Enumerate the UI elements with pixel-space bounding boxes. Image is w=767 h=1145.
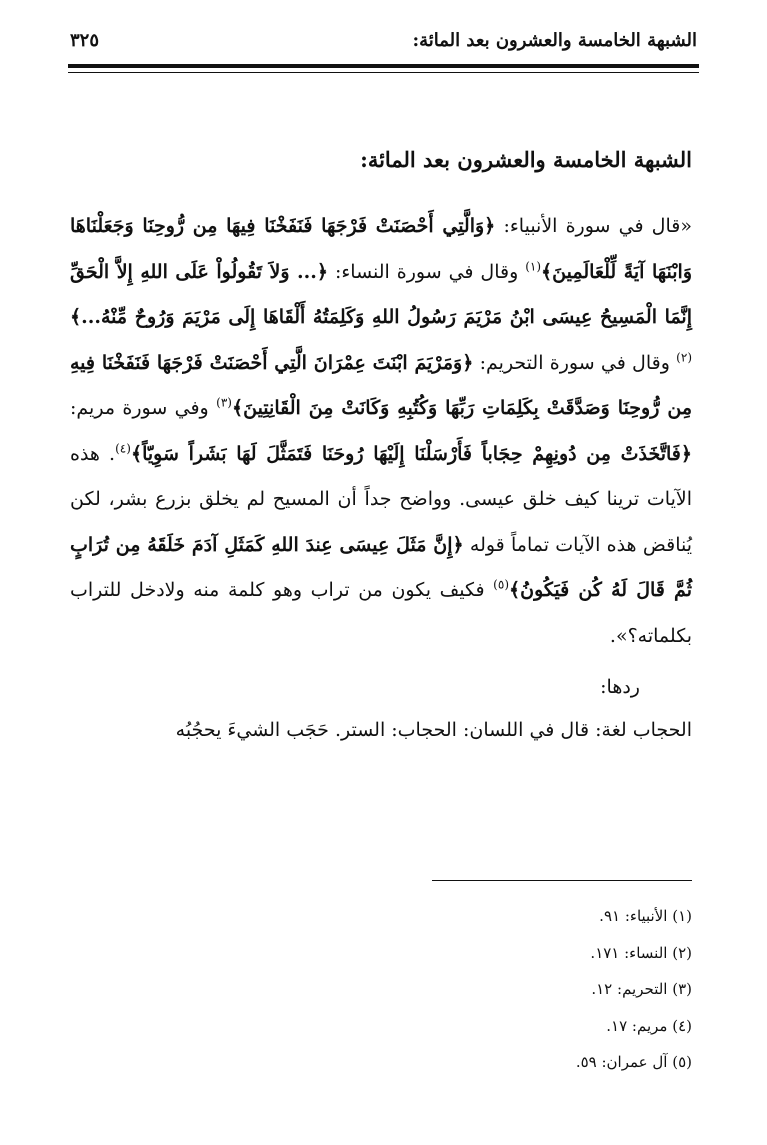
header-rule-thick bbox=[68, 64, 699, 68]
text-run: وفي سورة مريم: bbox=[70, 397, 217, 420]
reply-paragraph: الحجاب لغة: قال في اللسان: الحجاب: الستر. حَجَب الشيءَ يحجُبُه bbox=[175, 719, 692, 742]
text-run: «قال في سورة الأنبياء: bbox=[495, 215, 692, 238]
footnote-item: (٢) النساء: ١٧١. bbox=[590, 943, 692, 962]
footnote-ref: (١) bbox=[525, 259, 542, 274]
footnote-item: (٤) مريم: ١٧. bbox=[606, 1016, 692, 1035]
footnote-item: (٥) آل عمران: ٥٩. bbox=[575, 1053, 692, 1071]
footnote-ref: (٥) bbox=[493, 578, 509, 593]
main-content bbox=[70, 145, 692, 750]
text-run: وقال في سورة التحريم: bbox=[473, 351, 677, 374]
footnote-item: (٣) التحريم: ١٢. bbox=[591, 980, 692, 998]
running-header-title: الشبهة الخامسة والعشرون بعد المائة: bbox=[412, 30, 697, 51]
footnote-item: (١) الأنبياء: ٩١. bbox=[599, 907, 692, 925]
page-number: ٣٢٥ bbox=[70, 30, 100, 51]
quran-verse: ﴿إِنَّ مَثَلَ عِيسَى عِندَ اللهِ كَمَثَلِ آدَمَ خَلَقَهُ مِن تُرَابٍ ثُمَّ قَالَ لَهُ كُن فَيَكُونُ﴾ bbox=[70, 533, 692, 602]
footnote-ref: (٤) bbox=[115, 441, 131, 456]
footnote-ref: (٣) bbox=[216, 396, 232, 411]
text-run: فكيف يكون من تراب وهو كلمة منه ولادخل للتراب بكلماته؟». bbox=[70, 579, 692, 647]
quran-verse: ﴿... وَلاَ تَقُولُواْ عَلَى اللهِ إِلاَّ الْحَقِّ إِنَّمَا الْمَسِيحُ عِيسَى ابْنُ مَرْيَمَ رَسُولُ اللهِ وَكَلِمَتُهُ أَلْقَاهَا إِلَى مَرْيَمَ وَرُوحٌ مِّنْهُ...﴾ bbox=[70, 260, 692, 329]
quran-verse: ﴿فَاتَّخَذَتْ مِن دُونِهِمْ حِجَاباً فَأَرْسَلْنَا إِلَيْهَا رُوحَنَا فَتَمَثَّلَ لَهَا بَشَراً سَوِيّاً﴾ bbox=[130, 442, 693, 465]
running-header bbox=[70, 22, 697, 62]
header-rule-thin bbox=[68, 72, 699, 73]
objection-paragraph bbox=[70, 204, 692, 659]
footnote-separator bbox=[432, 880, 692, 881]
footnotes-list bbox=[292, 898, 692, 1081]
footnote-ref: (٢) bbox=[676, 350, 692, 365]
quran-verse: ﴿وَالَّتِي أَحْصَنَتْ فَرْجَهَا فَنَفَخْنَا فِيهَا مِن رُّوحِنَا وَجَعَلْنَاهَا وَابْنَهَا آيَةً لِّلْعَالَمِينَ﴾ bbox=[70, 215, 692, 283]
quran-verse: ﴿وَمَرْيَمَ ابْنَتَ عِمْرَانَ الَّتِي أَحْصَنَتْ فَرْجَهَا فَنَفَخْنَا فِيهِ مِن رُّوحِنَا وَصَدَّقَتْ بِكَلِمَاتِ رَبِّهَا وَكُتُبِهِ وَكَانَتْ مِنَ الْقَانِتِينَ﴾ bbox=[70, 351, 693, 420]
text-run: . هذه الآيات ترينا كيف خلق عيسى. وواضح جداً أن المسيح لم يخلق بزرع بشر، لكن يُناقض هذه الآيات تماماً قوله bbox=[70, 442, 693, 556]
text-run: وقال في سورة النساء: bbox=[328, 260, 526, 283]
reply-heading: ردها: bbox=[600, 676, 640, 699]
section-heading: الشبهة الخامسة والعشرون بعد المائة: bbox=[360, 147, 692, 172]
